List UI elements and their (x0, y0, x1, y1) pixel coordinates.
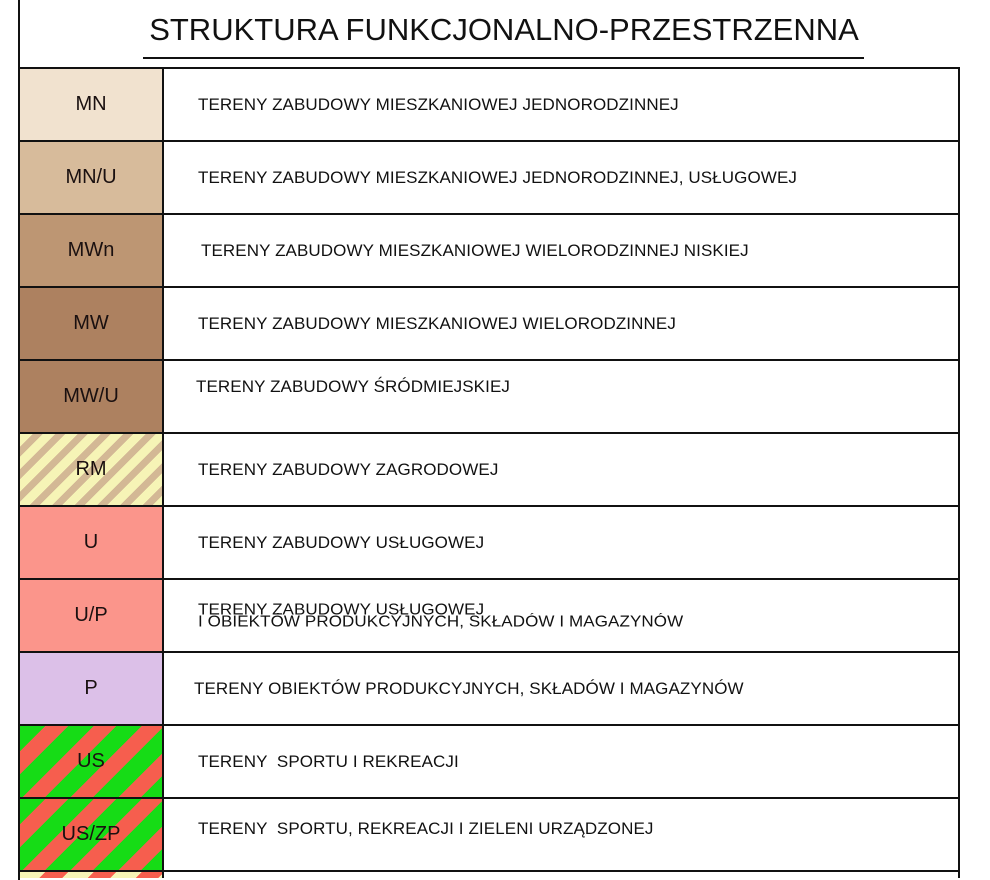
legend-row-u (18, 505, 960, 578)
zone-code: MN/U (65, 166, 117, 188)
legend-row-mwn (18, 213, 960, 286)
zone-code: MWn (67, 239, 115, 261)
color-swatch (18, 215, 164, 286)
zone-description: TERENY ZABUDOWY MIESZKANIOWEJ WIELORODZINNEJ NISKIEJ (201, 240, 749, 260)
color-swatch (18, 288, 164, 359)
color-swatch (18, 726, 164, 797)
zone-code: U (83, 531, 99, 553)
color-swatch (18, 69, 164, 140)
zone-code: US (77, 750, 105, 772)
zone-description-line: I OBIEKTÓW PRODUKCYJNYCH, SKŁADÓW I MAGAZYNÓW (198, 612, 684, 630)
zone-code: US/ZP (61, 823, 121, 845)
legend-table (18, 67, 960, 878)
zone-description (164, 580, 958, 651)
legend-row-mw (18, 286, 960, 359)
color-swatch (18, 507, 164, 578)
zone-description: TERENY ZABUDOWY MIESZKANIOWEJ JEDNORODZINNEJ (198, 94, 679, 114)
legend-row-u-p (18, 578, 960, 651)
zone-code: MW (73, 312, 109, 334)
zone-description (164, 872, 958, 878)
legend-row-mw-u (18, 359, 960, 432)
zone-code: MW/U (63, 385, 119, 407)
legend-row-mn-u (18, 140, 960, 213)
legend-row-mn (18, 67, 960, 140)
color-swatch (18, 653, 164, 724)
zone-description: TERENY ZABUDOWY ŚRÓDMIEJSKIEJ (196, 377, 510, 396)
zone-description: TERENY SPORTU, REKREACJI I ZIELENI URZĄDZONEJ (198, 819, 654, 838)
color-swatch (18, 580, 164, 651)
legend-row-partial (18, 870, 960, 878)
color-swatch (18, 361, 164, 432)
color-swatch (18, 872, 164, 878)
zone-description: TERENY OBIEKTÓW PRODUKCYJNYCH, SKŁADÓW I MAGAZYNÓW (194, 678, 744, 698)
zone-description: TERENY ZABUDOWY MIESZKANIOWEJ JEDNORODZINNEJ, USŁUGOWEJ (198, 167, 797, 187)
legend-title: STRUKTURA FUNKCJONALNO-PRZESTRZENNA (149, 12, 859, 47)
legend-row-p (18, 651, 960, 724)
zone-description: TERENY ZABUDOWY USŁUGOWEJ (198, 532, 485, 552)
zone-description: TERENY ZABUDOWY MIESZKANIOWEJ WIELORODZINNEJ (198, 313, 676, 333)
color-swatch (18, 142, 164, 213)
legend-row-us (18, 724, 960, 797)
zone-code: MN (75, 93, 107, 115)
zone-description: TERENY ZABUDOWY ZAGRODOWEJ (198, 459, 499, 479)
title-underline (143, 57, 864, 59)
legend-row-us-zp (18, 797, 960, 870)
color-swatch (18, 799, 164, 870)
zone-description-line: TERENY ZABUDOWY USŁUGOWEJ (198, 600, 485, 618)
zone-description: TERENY SPORTU I REKREACJI (198, 751, 459, 771)
color-swatch (18, 434, 164, 505)
legend-row-rm (18, 432, 960, 505)
zone-code: RM (75, 458, 107, 480)
zone-code: U/P (74, 604, 108, 626)
zone-code: P (84, 677, 98, 699)
